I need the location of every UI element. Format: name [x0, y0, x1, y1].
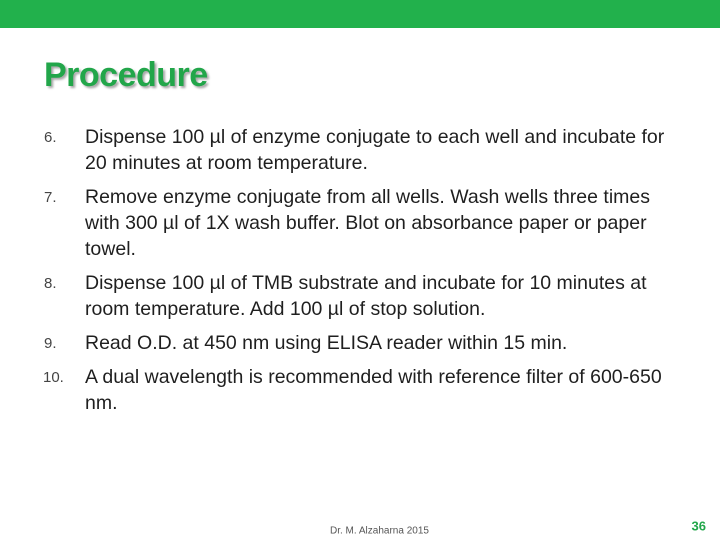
- step-number: 6.: [44, 129, 57, 146]
- step-number: 10.: [43, 369, 64, 386]
- top-accent-bar: [0, 0, 720, 28]
- step-text: Dispense 100 µl of TMB substrate and incubate for 10 minutes at room temperature. Add 100 µl of stop solution.: [85, 272, 647, 320]
- slide-title: Procedure: [44, 56, 208, 94]
- step-number: 8.: [44, 275, 57, 292]
- procedure-step: [44, 184, 684, 262]
- procedure-step: [44, 124, 684, 176]
- procedure-step: [44, 364, 684, 416]
- procedure-steps-list: [44, 124, 684, 424]
- step-text: Remove enzyme conjugate from all wells. Wash wells three times with 300 µl of 1X wash buffer. Blot on absorbance paper or paper towel.: [85, 186, 650, 260]
- step-text: A dual wavelength is recommended with reference filter of 600-650 nm.: [85, 366, 662, 414]
- procedure-step: [44, 330, 684, 356]
- procedure-step: [44, 270, 684, 322]
- slide-footer: Dr. M. Alzaharna 2015: [330, 525, 429, 537]
- step-number: 7.: [44, 189, 57, 206]
- page-number: 36: [691, 518, 706, 534]
- step-text: Read O.D. at 450 nm using ELISA reader within 15 min.: [85, 332, 568, 354]
- step-text: Dispense 100 µl of enzyme conjugate to each well and incubate for 20 minutes at room temperature.: [85, 126, 665, 174]
- step-number: 9.: [44, 335, 57, 352]
